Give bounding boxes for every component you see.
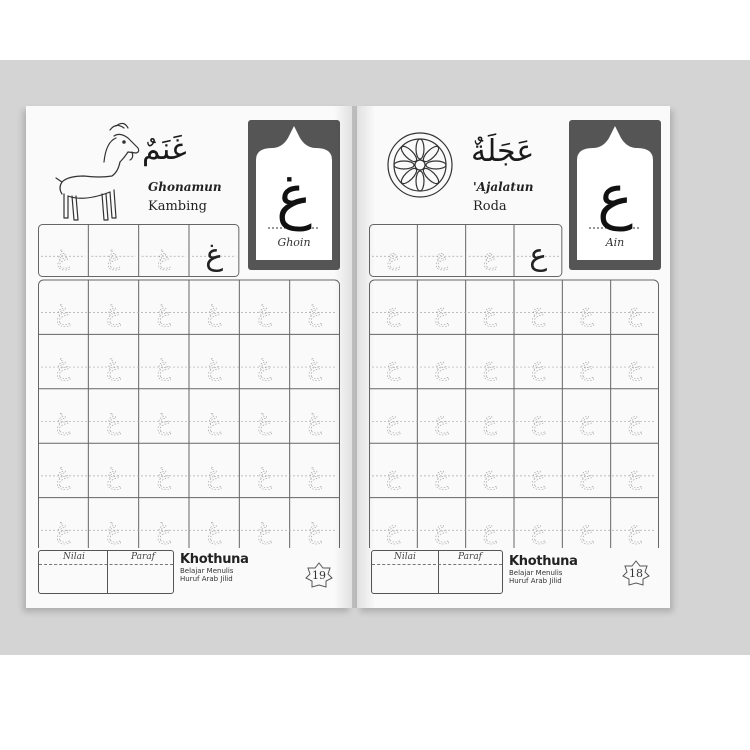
trace-letter[interactable]: غ: [157, 245, 171, 271]
card-letter-name: Ghoin: [277, 236, 311, 249]
trace-letter[interactable]: غ: [257, 461, 272, 490]
trace-letter[interactable]: غ: [106, 461, 121, 490]
trace-letter[interactable]: ع: [627, 407, 642, 436]
tracing-grid: [38, 224, 340, 548]
trace-letter[interactable]: ع: [531, 298, 546, 327]
trace-letter[interactable]: غ: [156, 515, 171, 544]
trace-letter[interactable]: ع: [483, 245, 497, 271]
trace-letter[interactable]: غ: [307, 407, 322, 436]
card-letter: ع: [597, 162, 633, 232]
page-number: 19: [312, 569, 326, 582]
trace-letter[interactable]: غ: [307, 515, 322, 544]
trace-letter[interactable]: غ: [106, 298, 121, 327]
brand-block: [509, 554, 578, 585]
trace-letter[interactable]: ع: [531, 407, 546, 436]
trace-letter[interactable]: ع: [386, 245, 400, 271]
trace-letter[interactable]: ع: [386, 515, 401, 544]
trace-letter[interactable]: ع: [434, 298, 449, 327]
trace-letter[interactable]: غ: [106, 245, 121, 271]
trace-letter[interactable]: ع: [627, 515, 642, 544]
page-number-badge: [621, 559, 651, 589]
trace-letter[interactable]: ع: [627, 352, 642, 381]
trace-letter[interactable]: غ: [56, 245, 70, 271]
latin-word: Ghonamun: [148, 180, 222, 194]
trace-letter[interactable]: غ: [56, 515, 71, 544]
brand-jilid: Jilid: [220, 575, 233, 583]
trace-letter[interactable]: ع: [386, 461, 401, 490]
trace-letter[interactable]: غ: [106, 407, 121, 436]
card-letter: غ: [276, 162, 312, 232]
trace-letter[interactable]: غ: [56, 352, 71, 381]
meaning-word: Roda: [473, 199, 507, 214]
trace-letter[interactable]: غ: [257, 352, 272, 381]
trace-letter[interactable]: ع: [627, 461, 642, 490]
trace-letter[interactable]: غ: [156, 461, 171, 490]
arabic-word: غَنَمٌ: [142, 132, 187, 167]
trace-letter[interactable]: ع: [482, 352, 497, 381]
brand-block: [180, 552, 249, 583]
trace-letter[interactable]: ع: [531, 515, 546, 544]
trace-letter[interactable]: غ: [207, 352, 222, 381]
card-letter-name: Ain: [605, 236, 625, 249]
trace-letter[interactable]: غ: [56, 298, 71, 327]
nilai-label: Nilai: [63, 552, 85, 562]
trace-letter[interactable]: ع: [482, 298, 497, 327]
trace-letter[interactable]: غ: [307, 352, 322, 381]
trace-letter[interactable]: غ: [156, 298, 171, 327]
trace-letter[interactable]: ع: [434, 245, 449, 271]
trace-letter[interactable]: غ: [257, 407, 272, 436]
page-number: 18: [629, 567, 643, 580]
trace-letter[interactable]: غ: [307, 461, 322, 490]
brand-line-1: Belajar Menulis: [180, 567, 234, 575]
right-page: [357, 106, 670, 608]
trace-letter[interactable]: ع: [386, 352, 401, 381]
score-box: [371, 550, 503, 594]
trace-letter[interactable]: ع: [482, 407, 497, 436]
latin-word: 'Ajalatun: [473, 180, 534, 194]
trace-letter[interactable]: غ: [257, 298, 272, 327]
trace-letter[interactable]: غ: [56, 407, 71, 436]
trace-letter[interactable]: ع: [434, 515, 449, 544]
trace-letter[interactable]: غ: [257, 515, 272, 544]
score-box: [38, 550, 174, 594]
trace-letter[interactable]: غ: [156, 352, 171, 381]
tracing-grid: [369, 224, 659, 548]
paraf-label: Paraf: [131, 552, 156, 562]
trace-letter[interactable]: ع: [579, 515, 594, 544]
brand-title: Khothuna: [509, 554, 578, 569]
trace-letter[interactable]: ع: [579, 352, 594, 381]
left-page: [26, 106, 352, 608]
trace-letter[interactable]: غ: [56, 461, 71, 490]
trace-letter[interactable]: غ: [207, 461, 222, 490]
trace-letter[interactable]: ع: [579, 461, 594, 490]
trace-letter[interactable]: ع: [482, 461, 497, 490]
trace-letter[interactable]: غ: [106, 352, 121, 381]
trace-letter[interactable]: غ: [205, 237, 224, 273]
brand-title: Khothuna: [180, 552, 249, 567]
trace-letter[interactable]: ع: [434, 352, 449, 381]
trace-letter[interactable]: غ: [207, 407, 222, 436]
brand-line-1: Belajar Menulis: [509, 569, 563, 577]
goat-icon: [54, 122, 144, 228]
trace-letter[interactable]: غ: [307, 298, 322, 327]
trace-letter[interactable]: غ: [207, 298, 222, 327]
trace-letter[interactable]: ع: [386, 407, 401, 436]
trace-letter[interactable]: ع: [434, 407, 449, 436]
trace-letter[interactable]: غ: [106, 515, 121, 544]
wheel-icon: [385, 130, 455, 204]
trace-letter[interactable]: ع: [579, 407, 594, 436]
brand-line-2: Huruf Arab: [180, 575, 219, 583]
trace-letter[interactable]: ع: [531, 352, 546, 381]
trace-letter[interactable]: ع: [529, 237, 548, 273]
trace-letter[interactable]: ع: [579, 298, 594, 327]
trace-letter[interactable]: ع: [434, 461, 449, 490]
trace-letter[interactable]: ع: [482, 515, 497, 544]
trace-letter[interactable]: غ: [207, 515, 222, 544]
trace-letter[interactable]: غ: [156, 407, 171, 436]
brand-line-2: Huruf Arab: [509, 577, 548, 585]
trace-letter[interactable]: ع: [627, 298, 642, 327]
meaning-word: Kambing: [148, 199, 207, 214]
trace-letter[interactable]: ع: [386, 298, 401, 327]
arabic-word: عَجَلَةٌ: [471, 134, 535, 169]
page-number-badge: [304, 561, 334, 591]
brand-jilid: Jilid: [549, 577, 562, 585]
nilai-label: Nilai: [394, 552, 416, 562]
paraf-label: Paraf: [458, 552, 483, 562]
trace-letter[interactable]: ع: [531, 461, 546, 490]
